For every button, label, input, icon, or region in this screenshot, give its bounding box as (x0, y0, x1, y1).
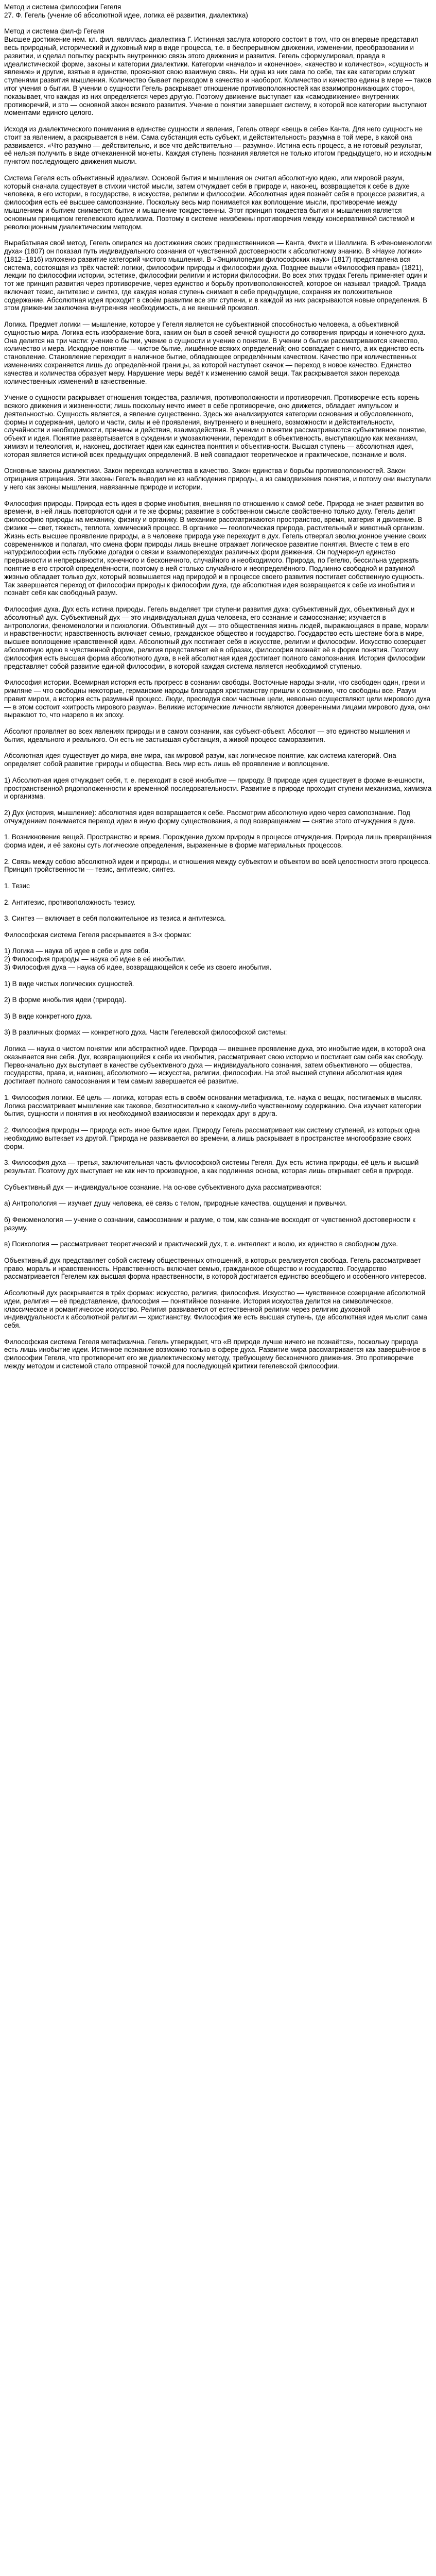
paragraph: б) Феноменология — учение о сознании, самосознании и разуме, о том, как сознание восходит от чувственной достоверности к разуму. (4, 1215, 416, 1232)
paragraph: Философия духа. Дух есть истина природы. Гегель выделяет три ступени развития духа: субъективный дух, объективный дух и абсолютный дух. Субъективный дух — это индивидуальная душа человека, его сознание и самосознание; изучается в антропологии, феноменологии и психологии. Объективный дух — это общественная жизнь людей, выражающаяся в праве, морали и нравственности; нравственность включает семью, гражданское общество и государство. Государство есть шествие бога в мире, высшее воплощение нравственной идеи. Абсолютный дух постигает себя в искусстве, религии и философии. Искусство созерцает абсолютную идею в чувственной форме, религия представляет её в образах, философия познаёт её в форме понятия. Поэтому философия есть высшая форма абсолютного духа, в ней абсолютная идея достигает полного самопознания. История философии представляет собой развитие единой философии, в которой каждая система является необходимой ступенью. (4, 605, 429, 670)
paragraph: Учение о сущности раскрывает отношения тождества, различия, противоположности и противоречия. Противоречие есть корень всякого движения и жизненности; лишь поскольку нечто имеет в себе противоречие, оно движется, обладает импульсом и деятельностью. Сущность является, а явление существенно. Здесь же анализируются категории основания и обусловленного, формы и содержания, целого и части, силы и её проявления, внутреннего и внешнего, возможности и действительности, случайности и необходимости, причины и действия, взаимодействия. В учении о понятии рассматриваются субъективное понятие, объект и идея. Понятие развёртывается в суждении и умозаключении, переходит в объективность, выступающую как механизм, химизм и телеология, и, наконец, достигает идеи как единства понятия и объективности. Высшая ступень — абсолютная идея, которая является истиной всех предыдущих определений. В ней совпадают теоретическое и практическое, познание и воля. (4, 394, 427, 459)
paragraph: Исходя из диалектического понимания в единстве сущности и явления, Гегель отверг «вещь в себе» Канта. Для него сущность не стоит за явлением, а раскрывается в нём. Сама субстанция есть субъект, и действительность разумна в той мере, в какой она развивается. «Что разумно — действительно, и все что действительно — разумно». Истина есть процесс, а не готовый результат, её нельзя получить в виде отчеканенной монеты. Каждая ступень познания является не только итогом предыдущего, но и исходным пунктом последующего движения мысли. (4, 125, 432, 166)
paragraph: Философская система Гегеля раскрывается в 3-х формах: (4, 930, 192, 939)
paragraph: 3. Синтез — включает в себя положительное из тезиса и антитезиса. (4, 914, 226, 923)
paragraph: Философия истории. Всемирная история есть прогресс в сознании свободы. Восточные народы знали, что свободен один, греки и римляне — что свободны некоторые, германские народы благодаря христианству пришли к сознанию, что свободны все. Разум правит миром, а история есть разумный процесс. Люди, преследуя свои частные цели, невольно осуществляют цели мирового духа — в этом состоит «хитрость мирового разума». Великие исторические личности являются доверенными лицами мирового духа, они выражают то, что назрело в их эпоху. (4, 679, 431, 719)
paragraph: Абсолютная идея существует до мира, вне мира, как мировой разум, как логическое понятие, как система категорий. Она определяет собой развитие природы и общества. Весь мир есть лишь её проявление и воплощение. (4, 752, 396, 768)
paragraph: Философская система Гегеля метафизична. Гегель утверждает, что «В природе лучше ничего не познаётся», поскольку природа есть лишь инобытие идеи. Истинное познание возможно только в сфере духа. Развитие мира рассматривается как завершённое в философии Гегеля, что противоречит его же диалектическому методу, требующему бесконечного движения. Это противоречие между методом и системой стало отправной точкой для последующей критики гегелевской философии. (4, 1337, 426, 1370)
paragraph: 3) В различных формах — конкретного духа. Части Гегелевской философской системы: (4, 1028, 287, 1037)
paragraph: 2. Антитезис, противоположность тезису. (4, 898, 136, 906)
paragraph: Логика. Предмет логики — мышление, которое у Гегеля является не субъективной способностью человека, а объективной сущностью мира. Логика есть изображение бога, каким он был в своей вечной сущности до сотворения природы и конечного духа. Она делится на три части: учение о бытии, учение о сущности и учение о понятии. В учении о бытии рассматриваются качество, количество и мера. Исходное понятие — чистое бытие, лишённое всяких определений; оно совпадает с ничто, а их единство есть становление. Становление переходит в наличное бытие, обладающее определённым качеством. Качество при количественных изменениях сохраняется лишь до определённой границы, за которой наступает скачок — переход в новое качество. Единство качества и количества образует меру. Нарушение меры ведёт к изменению самой вещи. Так раскрывается закон перехода количественных изменений в качественные. (4, 320, 426, 385)
paragraph: 1) В виде чистых логических сущностей. (4, 979, 134, 988)
paragraph: 2. Философия природы — природа есть иное бытие идеи. Природу Гегель рассматривает как систему ступеней, из которых одна необходимо вытекает из другой. Природа не развивается во времени, а лишь раскрывает в пространстве многообразие своих форм. (4, 1126, 420, 1150)
paragraph: 3) В виде конкретного духа. (4, 1012, 93, 1020)
paragraph: Высшее достижение нем. кл. фил. являлась диалектика Г. Истинная заслуга которого состоит в том, что он впервые представил весь природный, исторический и духовный мир в виде процесса, т.е. в беспрерывном движении, изменении, преобразовании и развитии, и сделал попытку раскрыть внутреннюю связь этого движения и развития. Гегель сформулировал, правда в идеалистической форме, законы и категории диалектики. Категории «начало» и «конечное», «качество и количество», «сущность и явление» и другие, взятые в единстве, проясняют свою взаимную связь. Ни одна из них сама по себе, так как категории служат ступенями развития мышления. Количество бывает переходом в качество и наоборот. Количество и качество едины в мере — таков итог учения о бытии. В учении о сущности Гегель раскрывает отношение противоположностей как взаимопроникающих сторон, показывает, что каждая из них определяется через другую. Поэтому движение выступает как «самодвижение» внутренних противоречий, и это — основной закон всякого развития. Учение о понятии завершает систему, в которой все категории выступают моментами единого целого. (4, 36, 431, 117)
paragraph: 1. Философия логики. Её цель — логика, которая есть в своём основании метафизика, т.е. наука о вещах, постигаемых в мыслях. Логика рассматривает мышление как таковое, безотносительно к какому-либо чувственному содержанию. Она изучает категории бытия, сущности и понятия в их необходимой взаимосвязи и переходах друг в друга. (4, 1093, 423, 1118)
paragraph: 2. Связь между собою абсолютной идеи и природы, и отношения между субъектом и объектом во всей целостности этого процесса. Принцип тройственности — тезис, антитезис, синтез. (4, 857, 430, 874)
paragraph: 2) Дух (история, мышление): абсолютная идея возвращается к себе. Рассмотрим абсолютную идею через самопознание. Под отчуждением понимается переход идеи в иную форму существования, а под возвращением — снятие этого отчуждения в духе. (4, 808, 415, 825)
paragraph: 1. Тезис (4, 882, 30, 890)
paragraph: 1. Возникновение вещей. Пространство и время. Порождение духом природы в процессе отчуждения. Природа лишь превращённая форма идеи, и её законы суть логические определения, выраженные в форме материальных процессов. (4, 833, 432, 850)
paragraph: Объективный дух представляет собой систему общественных отношений, в которых реализуется свобода. Гегель рассматривает право, мораль и нравственность. Нравственность включает семью, гражданское общество и государство. Государство рассматривается Гегелем как высшая форма нравственности, в которой достигается единство всеобщего и особенного интересов. (4, 1256, 426, 1281)
document-subtitle: 27. Ф. Гегель (учение об абсолютной идее, логика её развития, диалектика) (4, 11, 248, 19)
paragraph: Вырабатывая свой метод, Гегель опирался на достижения своих предшественников — Канта, Фихте и Шеллинга. В «Феноменологии духа» (1807) он показал путь индивидуального сознания от чувственной достоверности к абсолютному знанию. В «Науке логики» (1812–1816) изложено развитие категорий чистого мышления. В «Энциклопедии философских наук» (1817) представлена вся система, состоящая из трёх частей: логики, философии природы и философии духа. Позднее вышли «Философия права» (1821), лекции по философии истории, эстетике, философии религии и истории философии. Во всех этих трудах Гегель применяет один и тот же принцип развития через противоречие, через единство и борьбу противоположностей, которое он называл триадой. Триада включает тезис, антитезис и синтез, где каждая новая ступень снимает в себе предыдущие, сохраняя их положительное содержание. Абсолютная идея проходит в своём развитии все эти ступени, и в каждой из них раскрываются новые определения. В этом движении заключена внутренняя необходимость, а не внешний произвол. (4, 239, 432, 312)
paragraph: в) Психология — рассматривает теоретический и практический дух, т. е. интеллект и волю, их единство в свободном духе. (4, 1240, 398, 1248)
document-body (4, 36, 432, 1370)
document-title: Метод и система философии Гегеля (4, 3, 121, 11)
paragraph: Философия природы. Природа есть идея в форме инобытия, внешняя по отношению к самой себе. Природа не знает развития во времени, в ней лишь повторяются одни и те же формы; развитие в собственном смысле свойственно только духу. Гегель делит философию природы на механику, физику и органику. В механике рассматриваются пространство, время, материя и движение. В физике — свет, тяжесть, теплота, химический процесс. В органике — геологическая природа, растительный и животный организм. Жизнь есть высшее проявление природы, а в человеке природа уже переходит в дух. Гегель отвергал эволюционное учение своих современников и полагал, что смена форм природы лишь внешне отражает логическое развитие понятия. Вместе с тем в его натурфилософии есть глубокие догадки о связи и взаимопереходах различных форм движения. Он подчеркнул единство прерывности и непрерывности, конечного и бесконечного, случайного и необходимого. Природа, по Гегелю, бессильна удержать понятие в его строгой определённости, поэтому в ней столько случайного и неопределённого. Подлинно свободной и разумной жизнью обладает только дух, который возвышается над природой и в процессе своего развития постигает собственную сущность. Так завершается переход от философии природы к философии духа, где абсолютная идея возвращается к себе из инобытия и познаёт себя как свободный разум. (4, 499, 427, 597)
paragraph: Основные законы диалектики. Закон перехода количества в качество. Закон единства и борьбы противоположностей. Закон отрицания отрицания. Эти законы Гегель выводил не из наблюдения природы, а из самодвижения понятия, и потому они выступали у него как законы мышления, навязанные природе и истории. (4, 467, 431, 492)
paragraph: 2) В форме инобытия идеи (природа). (4, 996, 127, 1004)
paragraph: Логика — наука о чистом понятии или абстрактной идее. Природа — внешнее проявление духа, это инобытие идеи, в которой она оказывается вне себя. Дух, возвращающийся к себе из инобытия, рассматривает свою историю и постигает сам себя как свободу. Первоначально дух выступает в качестве субъективного духа — индивидуального сознания, затем объективного — общества, государства, права, и, наконец, абсолютного — искусства, религии, философии. На этой высшей ступени абсолютная идея достигает полного самосознания и тем самым завершается её развитие. (4, 1045, 426, 1086)
paragraph: Абсолютный дух раскрывается в трёх формах: искусство, религия, философия. Искусство — чувственное созерцание абсолютной идеи, религия — её представление, философия — понятийное познание. История искусства делится на символическое, классическое и романтическое искусство. Религия развивается от естественной религии через религию духовной индивидуальности к абсолютной религии — христианству. Философия же есть высшая ступень, где абсолютная идея мыслит сама себя. (4, 1289, 427, 1330)
paragraph: 1) Логика — наука об идее в себе и для себя. 2) Философия природы — наука об идее в её инобытии. 3) Философия духа — наука об идее, возвращающейся к себе из своего инобытия. (4, 947, 272, 972)
section-title: Метод и система фил-ф Гегеля (4, 27, 104, 36)
paragraph: Субъективный дух — индивидуальное сознание. На основе субъективного духа рассматриваются: (4, 1183, 322, 1191)
paragraph: а) Антропология — изучает душу человека, её связь с телом, природные качества, ощущения и привычки. (4, 1199, 347, 1208)
paragraph: Абсолют проявляет во всех явлениях природы и в самом сознании, как субъект-объект. Абсолют — это единство мышления и бытия, идеального и реального. Он есть не застывшая субстанция, а живой процесс саморазвития. (4, 727, 410, 743)
paragraph: Система Гегеля есть объективный идеализм. Основой бытия и мышления он считал абсолютную идею, или мировой разум, который сначала существует в стихии чистой мысли, затем отчуждает себя в природе и, наконец, возвращается к себе в духе человека, в его истории, в государстве, в искусстве, религии и философии. Абсолютная идея познаёт себя в процессе развития, а философия есть её высшее самопознание. Поскольку весь мир понимается как воплощение мысли, противоречие между мышлением и бытием снимается: бытие и мышление тождественны. Этот принцип тождества бытия и мышления является основным принципом гегелевского идеализма. Поэтому в системе неизбежны противоречия между консервативной системой и революционным диалектическим методом. (4, 174, 425, 231)
paragraph: 1) Абсолютная идея отчуждает себя, т. е. переходит в своё инобытие — природу. В природе идея существует в форме внешности, пространственной рядоположенности и временной последовательности. Развитие в природе проходит ступени механизма, химизма и организма. (4, 776, 432, 801)
paragraph: 3. Философия духа — третья, заключительная часть философской системы Гегеля. Дух есть истина природы, её цель и высший результат. Поэтому дух выступает не как нечто производное, а как подлинная основа, которая лишь открывает себя в природе. (4, 1159, 419, 1175)
